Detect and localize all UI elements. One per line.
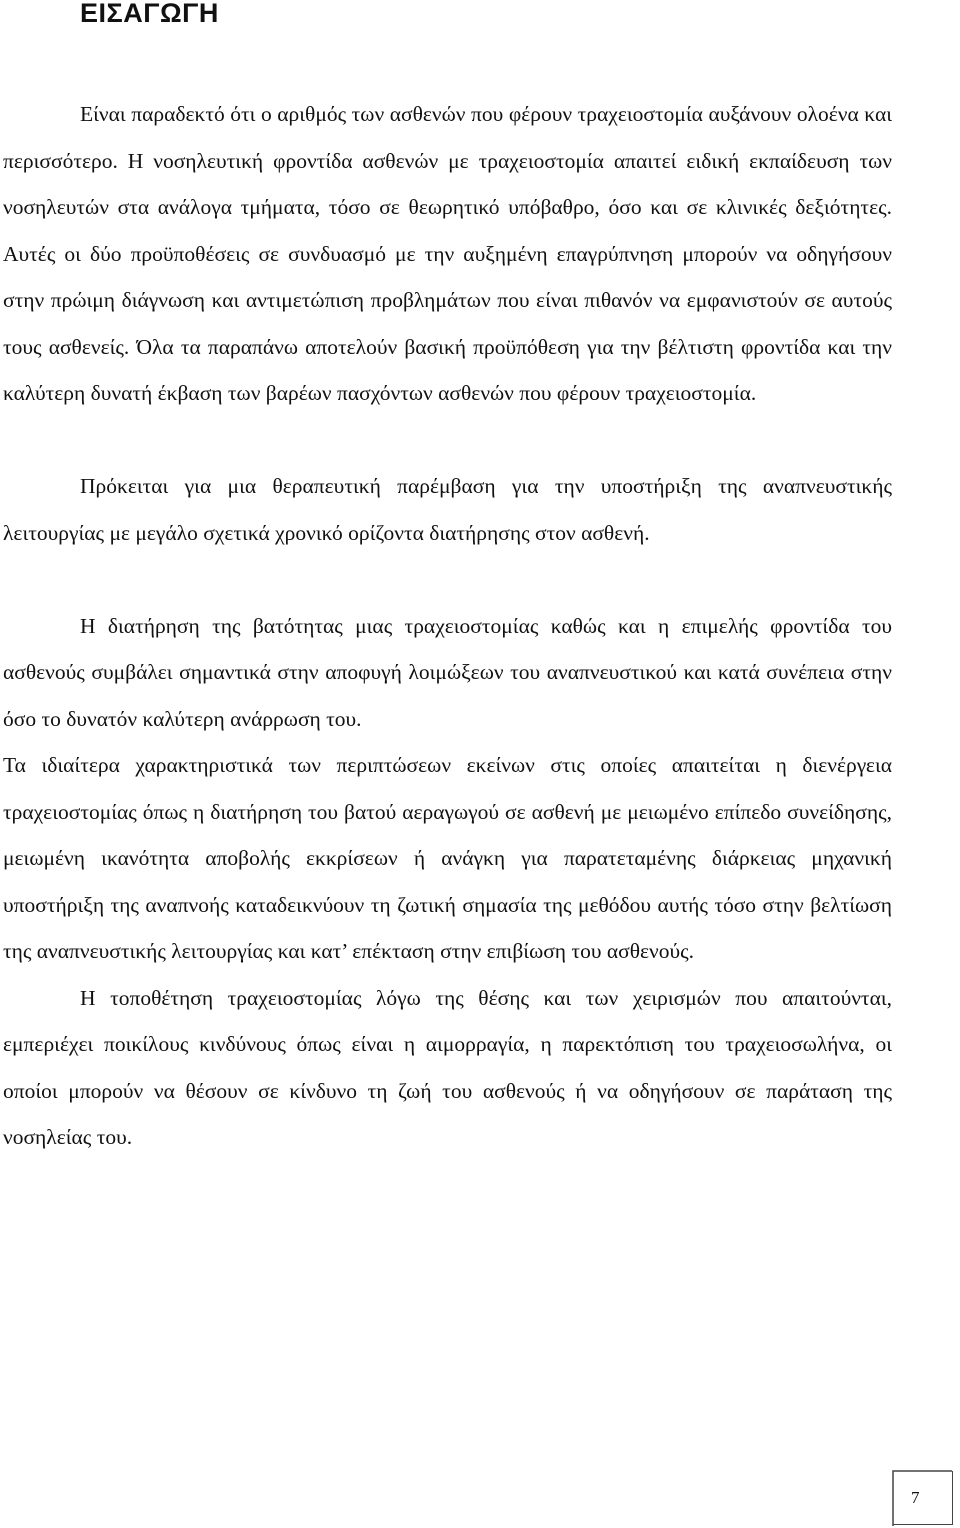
paragraph-gap: [3, 556, 892, 603]
body-text: [3, 91, 892, 1161]
page-corner-fold: [892, 1470, 954, 1526]
paragraph-intro: Είναι παραδεκτό ότι ο αριθμός των ασθενών που φέρουν τραχειοστομία αυξάνουν ολοένα και περισσότερο. Η νοσηλευτική φροντίδα ασθενών με τραχειοστομία απαιτεί ειδική εκπαίδευση των νοσηλευτών στα ανάλογα τμήματα, τόσο σε θεωρητικό υπόβαθρο, όσο και σε κλινικές δεξιότητες. Αυτές οι δύο προϋποθέσεις σε συνδυασμό με την αυξημένη επαγρύπνηση μπορούν να οδηγήσουν στην πρώιμη διάγνωση και αντιμετώπιση προβλημάτων που είναι πιθανόν να εμφανιστούν σε αυτούς τους ασθενείς. Όλα τα παραπάνω αποτελούν βασική προϋπόθεση για την βέλτιστη φροντίδα και την καλύτερη δυνατή έκβαση των βαρέων πασχόντων ασθενών που φέρουν τραχειοστομία.: [3, 102, 892, 405]
page-number-box: [893, 1471, 953, 1525]
paragraph-characteristics: Τα ιδιαίτερα χαρακτηριστικά των περιπτώσεων εκείνων στις οποίες απαιτείται η διενέργεια τραχειοστομίας όπως η διατήρηση του βατού αεραγωγού σε ασθενή με μειωμένο επίπεδο συνείδησης, μειωμένη ικανότητα αποβολής εκκρίσεων ή ανάγκη για παρατεταμένης διάρκειας μηχανική υποστήριξη της αναπνοής καταδεικνύουν τη ζωτική σημασία της μεθόδου αυτής τόσο στην βελτίωση της αναπνευστικής λειτουργίας και κατ’ επέκταση στην επιβίωση του ασθενούς.: [3, 753, 892, 963]
paragraph-risks: Η τοποθέτηση τραχειοστομίας λόγω της θέσης και των χειρισμών που απαιτούνται, εμπεριέχει ποικίλους κινδύνους όπως είναι η αιμορραγία, η παρεκτόπιση του τραχειοσωλήνα, οι οποίοι μπορούν να θέσουν σε κίνδυνο τη ζωή του ασθενούς ή να οδηγήσουν σε παράταση της νοσηλείας του.: [3, 985, 892, 1149]
paragraph-definition: Πρόκειται για μια θεραπευτική παρέμβαση για την υποστήριξη της αναπνευστικής λειτουργίας με μεγάλο σχετικά χρονικό ορίζοντα διατήρησης στον ασθενή.: [3, 474, 892, 545]
paragraph-patency: Η διατήρηση της βατότητας μιας τραχειοστομίας καθώς και η επιμελής φροντίδα του ασθενούς συμβάλει σημαντικά στην αποφυγή λοιμώξεων του αναπνευστικού και κατά συνέπεια στην όσο το δυνατόν καλύτερη ανάρρωση του.: [3, 613, 892, 731]
section-heading: ΕΙΣΑΓΩΓΗ: [80, 0, 219, 28]
paragraph-gap: [3, 417, 892, 464]
page-number: 7: [911, 1488, 920, 1507]
